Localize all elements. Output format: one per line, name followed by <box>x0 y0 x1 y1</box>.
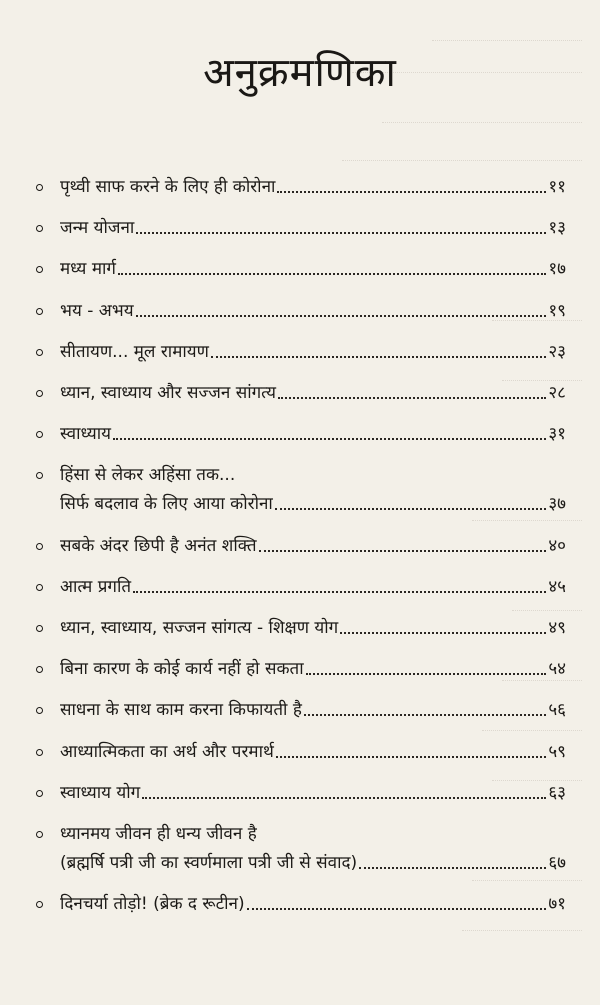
toc-entry-line <box>60 741 566 763</box>
toc-entry[interactable] <box>36 535 566 557</box>
toc-entry[interactable] <box>36 699 566 721</box>
toc-page-number: ११ <box>548 177 566 197</box>
toc-page-number: ३७ <box>548 494 566 515</box>
toc-entry-title: ध्यान, स्वाध्याय और सज्जन सांगत्य <box>60 383 276 403</box>
toc-entry-title: दिनचर्या तोड़ो! (ब्रेक द रूटीन) <box>60 894 245 915</box>
toc-entry-title: सिर्फ बदलाव के लिए आया कोरोना <box>60 494 273 515</box>
toc-entry[interactable] <box>36 423 566 445</box>
toc-entry-line <box>60 535 566 557</box>
toc-entry-title: हिंसा से लेकर अहिंसा तक... <box>60 465 236 486</box>
toc-entry-title: साधना के साथ काम करना किफायती है <box>60 700 302 721</box>
dot-leader <box>259 546 547 552</box>
bullet-icon <box>36 266 43 273</box>
toc-entry[interactable] <box>36 782 566 804</box>
toc-page-number: २३ <box>548 341 566 362</box>
toc-entry[interactable] <box>36 576 566 598</box>
bullet-icon <box>36 472 43 479</box>
toc-entry[interactable] <box>36 617 566 639</box>
dot-leader <box>142 793 546 799</box>
bullet-icon <box>36 666 43 673</box>
toc-entry[interactable] <box>36 341 566 363</box>
toc-page-number: १३ <box>548 218 566 239</box>
toc-entry-line <box>60 576 566 598</box>
page-title: अनुक्रमणिका <box>203 49 397 96</box>
bullet-icon <box>36 225 43 232</box>
toc-entry-line <box>60 258 566 280</box>
toc-entry[interactable] <box>36 382 566 404</box>
toc-page-number: ६३ <box>548 782 566 803</box>
dot-leader <box>211 352 546 358</box>
toc-entry-line <box>60 893 566 915</box>
toc-page-number: ७१ <box>548 894 566 915</box>
bullet-icon <box>36 901 43 908</box>
toc-entry[interactable] <box>36 464 566 515</box>
dot-leader <box>276 752 546 758</box>
dot-leader <box>304 710 546 716</box>
toc-entry-line <box>60 464 566 486</box>
bullet-icon <box>36 308 43 315</box>
toc-entry-line <box>60 823 566 845</box>
bullet-icon <box>36 831 43 838</box>
toc-entry-title: स्वाध्याय <box>60 424 111 445</box>
toc-entry-title: सबके अंदर छिपी है अनंत शक्ति <box>60 535 257 556</box>
bullet-icon <box>36 584 43 591</box>
toc-entry-title: बिना कारण के कोई कार्य नहीं हो सकता <box>60 659 304 680</box>
toc-page-number: ३१ <box>548 424 566 445</box>
bullet-icon <box>36 390 43 397</box>
toc-entry[interactable] <box>36 658 566 680</box>
toc-entry-title: जन्म योजना <box>60 218 135 239</box>
toc-entry-title: आध्यात्मिकता का अर्थ और परमार्थ <box>60 741 274 762</box>
toc-entry-line <box>60 423 566 445</box>
toc-entry-title: सीतायण... मूल रामायण <box>60 341 209 362</box>
dot-leader <box>306 669 547 675</box>
dot-leader <box>359 863 546 869</box>
toc-page-number: ५४ <box>548 659 566 680</box>
toc-entry-title: ध्यानमय जीवन ही धन्य जीवन है <box>60 824 257 844</box>
toc-page-number: ४० <box>548 535 566 556</box>
toc-entry-title: भय - अभय <box>60 300 134 321</box>
dot-leader <box>278 393 546 399</box>
bullet-icon <box>36 625 43 632</box>
toc-page-number: २८ <box>548 383 566 403</box>
toc-entry-line <box>60 176 566 198</box>
toc-entry-title: स्वाध्याय योग <box>60 782 141 803</box>
toc-entry-title: ध्यान, स्वाध्याय, सज्जन सांगत्य - शिक्षण योग <box>60 618 339 638</box>
toc-entry[interactable] <box>36 176 566 198</box>
toc-entry[interactable] <box>36 258 566 280</box>
toc-entry-line <box>60 699 566 721</box>
bullet-icon <box>36 707 43 714</box>
toc-entry-title: (ब्रह्मर्षि पत्री जी का स्वर्णमाला पत्री जी से संवाद) <box>60 853 358 873</box>
toc-page-number: ५६ <box>548 700 566 721</box>
toc-entry-line <box>60 617 566 639</box>
toc-entry[interactable] <box>36 893 566 915</box>
toc-entry-line <box>60 782 566 804</box>
dot-leader <box>275 504 547 510</box>
toc-entry-line <box>60 382 566 404</box>
toc-entry-title: पृथ्वी साफ करने के लिए ही कोरोना <box>60 177 276 197</box>
dot-leader <box>277 187 546 193</box>
bullet-icon <box>36 790 43 797</box>
toc-entry-title: मध्य मार्ग <box>60 259 116 280</box>
toc-entry-line <box>60 300 566 322</box>
toc-entry[interactable] <box>36 823 566 874</box>
toc-page-number: ५९ <box>548 741 566 762</box>
bullet-icon <box>36 749 43 756</box>
toc-entry-line <box>60 852 566 874</box>
dot-leader <box>136 228 546 234</box>
toc-page-number: ६७ <box>548 853 566 873</box>
bullet-icon <box>36 184 43 191</box>
dot-leader <box>118 269 546 275</box>
dot-leader <box>247 904 547 910</box>
bullet-icon <box>36 349 43 356</box>
dot-leader <box>340 628 546 634</box>
bullet-icon <box>36 431 43 438</box>
toc-entry-title: आत्म प्रगति <box>60 576 132 597</box>
dot-leader <box>113 434 546 440</box>
toc-entry[interactable] <box>36 300 566 322</box>
toc-entry-line <box>60 493 566 515</box>
toc-page-number: १९ <box>548 300 566 321</box>
toc-page-number: ४९ <box>548 618 566 638</box>
dot-leader <box>133 587 546 593</box>
toc-page-number: ४५ <box>548 576 566 597</box>
toc-entry[interactable] <box>36 741 566 763</box>
toc-entry-line <box>60 341 566 363</box>
toc-entry[interactable] <box>36 217 566 239</box>
toc-entry-line <box>60 217 566 239</box>
bullet-icon <box>36 543 43 550</box>
toc-entry-line <box>60 658 566 680</box>
toc-page-number: १७ <box>548 259 566 280</box>
dot-leader <box>136 311 547 317</box>
